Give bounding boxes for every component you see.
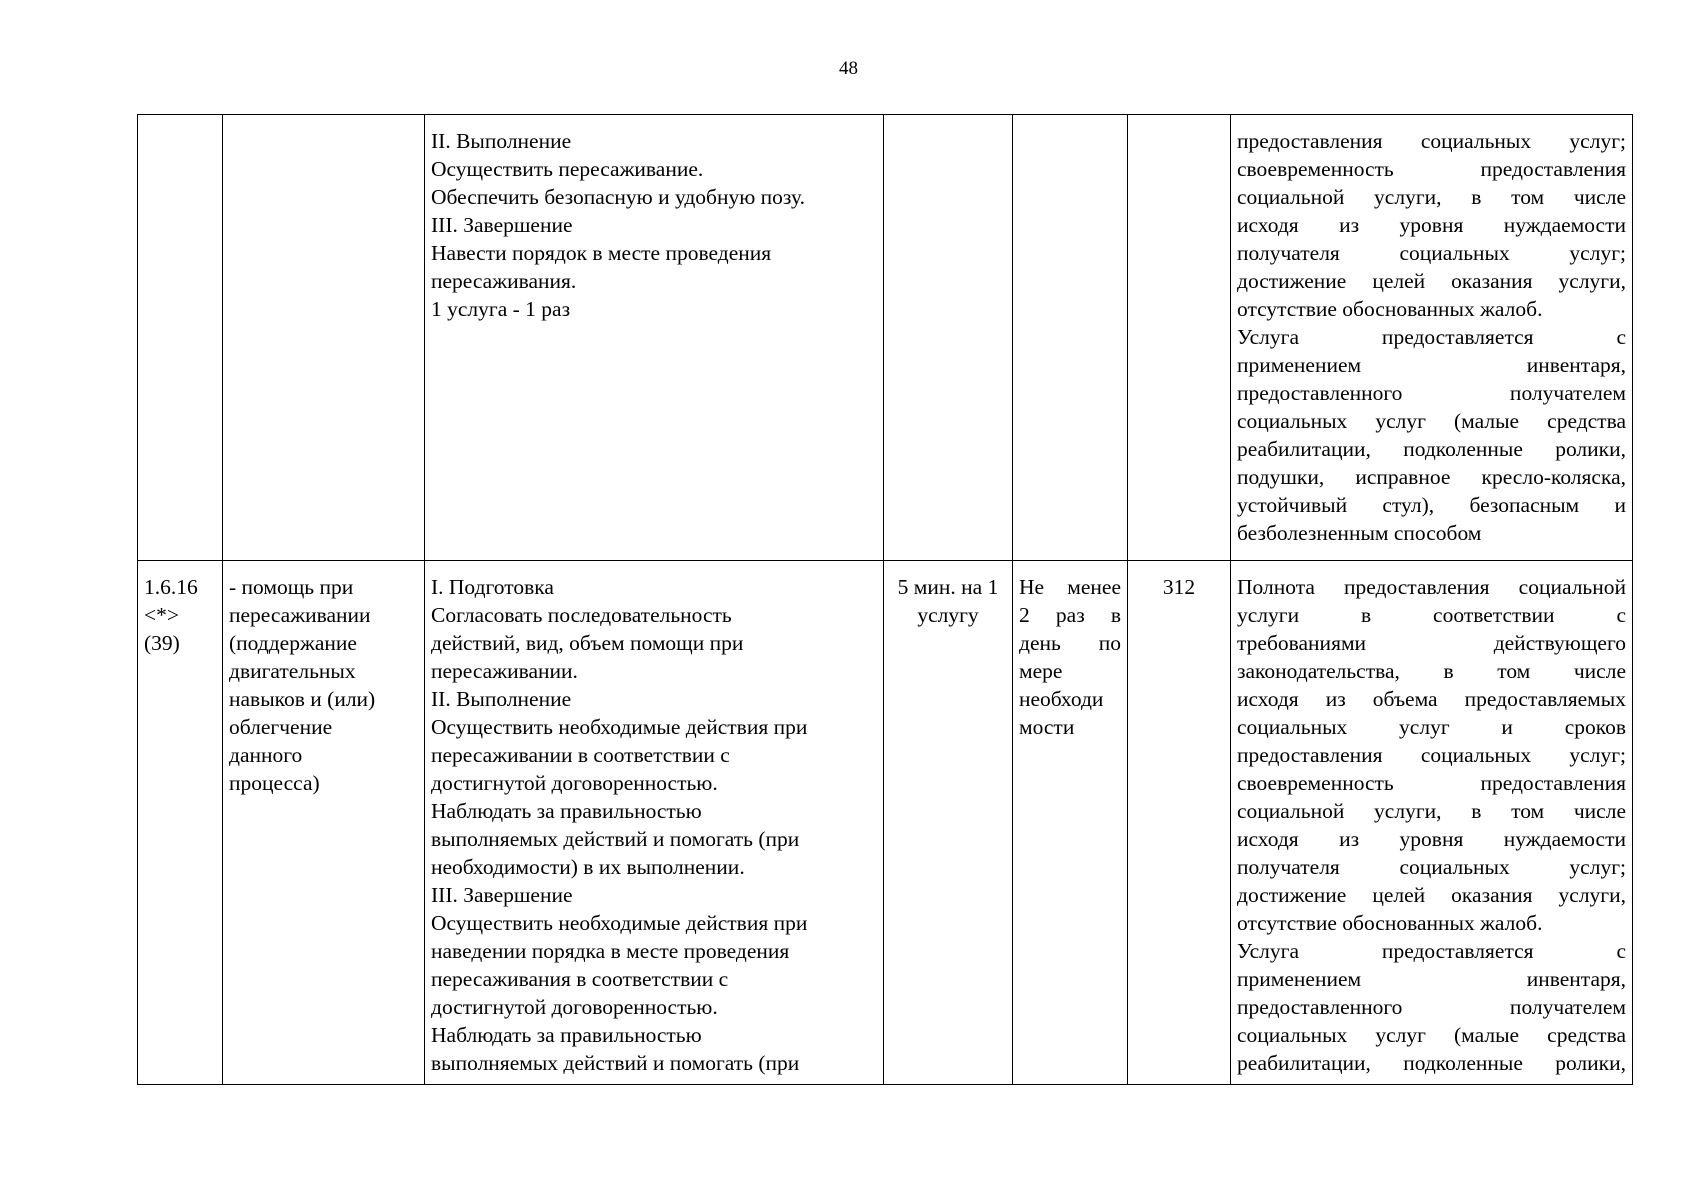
text-line: социальной услуги, в том числе [1237,799,1626,823]
text-line: день по [1019,631,1121,655]
text-line: необходимости) в их выполнении. [431,855,745,879]
text-line: 2 раз в [1019,603,1121,627]
text-line: Не менее [1019,575,1121,599]
cell-time-norm [884,561,1013,1085]
text-line: предоставления социальных услуг; [1237,129,1626,153]
table-row-continued [138,115,1633,561]
item-ref: (39) [144,631,180,655]
text-line: Наблюдать за правильностью [431,799,702,823]
text-line: Осуществить необходимые действия при [431,715,808,739]
text-line: II. Выполнение [431,129,572,153]
cell-procedure [425,561,884,1085]
text-line: III. Завершение [431,213,573,237]
text-line: применением инвентаря, [1237,353,1626,377]
text-line: мере [1019,659,1063,683]
cell-frequency [1013,115,1128,561]
text-line: процесса) [229,771,320,795]
text-line: выполняемых действий и помогать (при [431,827,800,851]
cell-quality-criteria [1231,561,1633,1085]
text-line: Навести порядок в месте проведения [431,241,772,265]
text-line: требованиями действующего [1237,631,1626,655]
text-line: наведении порядка в месте проведения [431,939,790,963]
text-line: достижение целей оказания услуги, [1237,269,1626,293]
text-line: безболезненным способом [1237,521,1482,545]
text-line: предоставленного получателем [1237,995,1626,1019]
text-line: своевременность предоставления [1237,157,1626,181]
text-line: Осуществить необходимые действия при [431,911,808,935]
text-line: достигнутой договоренностью. [431,771,718,795]
footnote-mark: <*> [144,603,180,627]
text-line: пересаживании. [431,659,578,683]
text-line: Наблюдать за правильностью [431,1023,702,1047]
page-number: 48 [839,58,858,79]
text-line: 1 услуга - 1 раз [431,297,571,321]
text-line: получателя социальных услуг; [1237,855,1626,879]
text-line: предоставленного получателем [1237,381,1626,405]
text-line: III. Завершение [431,883,573,907]
text-line: исходя из уровня нуждаемости [1237,213,1626,237]
text-line: - помощь при [229,575,354,599]
cell-frequency [1013,561,1128,1085]
text-line: подушки, исправное кресло-коляска, [1237,465,1626,489]
item-number: 1.6.16 [144,575,198,599]
services-table [137,114,1633,1085]
procedure-text [431,127,877,323]
cell-count [1128,561,1231,1085]
cell-procedure [425,115,884,561]
table-row-1-6-16 [138,561,1633,1085]
text-line: исходя из уровня нуждаемости [1237,827,1626,851]
text-line: реабилитации, подколенные ролики, [1237,437,1626,461]
cell-time-norm [884,115,1013,561]
text-line: социальной услуги, в том числе [1237,185,1626,209]
text-line: Согласовать последовательность [431,603,732,627]
quality-text [1237,127,1626,547]
text-line: II. Выполнение [431,687,572,711]
text-line: облегчение [229,715,333,739]
text-line: достигнутой договоренностью. [431,995,718,1019]
text-line: исходя из объема предоставляемых [1237,687,1626,711]
text-line: своевременность предоставления [1237,771,1626,795]
cell-number [138,115,223,561]
text-line: 5 мин. на 1 [897,575,999,599]
text-line: Осуществить пересаживание. [431,157,704,181]
text-line: социальных услуг (малые средства [1237,409,1626,433]
count-value: 312 [1162,575,1196,599]
cell-service-name [223,115,425,561]
text-line: пересаживании в соответствии с [431,743,730,767]
text-line: Услуга предоставляется с [1237,939,1626,963]
text-line: действий, вид, объем помощи при [431,631,744,655]
cell-quality-criteria [1231,115,1633,561]
text-line: навыков и (или) [229,687,376,711]
text-line: социальных услуг и сроков [1237,715,1626,739]
cell-count [1128,115,1231,561]
text-line: устойчивый стул), безопасным и [1237,493,1626,517]
text-line: данного [229,743,303,767]
text-line: (поддержание [229,631,357,655]
text-line: Полнота предоставления социальной [1237,575,1626,599]
text-line: пересаживания. [431,269,577,293]
text-line: пересаживания в соответствии с [431,967,729,991]
text-line: I. Подготовка [431,575,554,599]
text-line: реабилитации, подколенные ролики, [1237,1051,1626,1075]
text-line: мости [1019,715,1075,739]
text-line: выполняемых действий и помогать (при [431,1051,800,1075]
text-line: двигательных [229,659,356,683]
text-line: услугу [917,603,979,627]
cell-service-name [223,561,425,1085]
text-line: предоставления социальных услуг; [1237,743,1626,767]
text-line: услуги в соответствии с [1237,603,1626,627]
text-line: получателя социальных услуг; [1237,241,1626,265]
text-line: социальных услуг (малые средства [1237,1023,1626,1047]
text-line: Обеспечить безопасную и удобную позу. [431,185,805,209]
text-line: отсутствие обоснованных жалоб. [1237,297,1543,321]
cell-number [138,561,223,1085]
text-line: необходи [1019,687,1104,711]
text-line: Услуга предоставляется с [1237,325,1626,349]
text-line: законодательства, в том числе [1237,659,1626,683]
text-line: достижение целей оказания услуги, [1237,883,1626,907]
text-line: пересаживании [229,603,371,627]
text-line: применением инвентаря, [1237,967,1626,991]
text-line: отсутствие обоснованных жалоб. [1237,911,1543,935]
